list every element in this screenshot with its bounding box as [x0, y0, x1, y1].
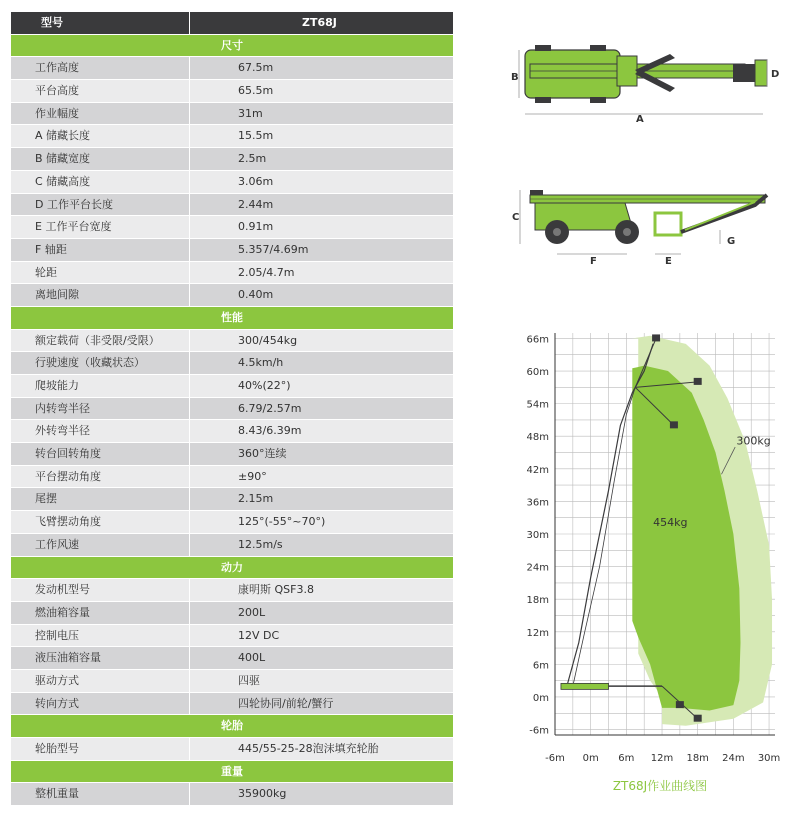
spec-value: 200L [238, 605, 266, 619]
spec-key: 转向方式 [11, 693, 190, 715]
spec-row [11, 194, 453, 217]
y-tick-label: 48m [526, 432, 549, 444]
spec-value: ±90° [238, 469, 267, 483]
spec-row [11, 488, 453, 511]
spec-key: 离地间隙 [11, 284, 190, 306]
spec-key: 额定载荷（非受限/受限） [11, 330, 190, 352]
spec-row [11, 420, 453, 443]
label-c: C [512, 212, 520, 223]
spec-value: 12V DC [238, 628, 280, 642]
spec-row [11, 171, 453, 194]
x-tick-label: 30m [757, 753, 781, 764]
x-tick-label: 24m [722, 753, 745, 764]
header-value: ZT68J [302, 16, 337, 29]
chart-caption: ZT68J作业曲线图 [612, 779, 708, 793]
spec-value: 2.15m [238, 492, 274, 506]
x-tick-label: -6m [545, 753, 565, 764]
working-range-chart [505, 325, 785, 770]
spec-row [11, 693, 453, 716]
label-e: E [665, 256, 672, 267]
spec-key: 轮胎型号 [11, 738, 190, 760]
spec-value: 67.5m [238, 61, 274, 75]
spec-key: A 储藏长度 [11, 125, 190, 147]
spec-key: C 储藏高度 [11, 171, 190, 193]
spec-value: 0.91m [238, 220, 274, 234]
y-tick-label: 12m [526, 627, 549, 639]
spec-row [11, 262, 453, 285]
section-title: 重量 [11, 761, 453, 784]
y-tick-label: 24m [526, 562, 549, 574]
y-tick-label: 66m [526, 334, 549, 346]
spec-value: 125°(-55°~70°) [238, 515, 326, 529]
spec-value: 15.5m [238, 129, 274, 143]
y-tick-label: 0m [532, 692, 549, 704]
platform-icon [676, 701, 684, 708]
spec-row [11, 443, 453, 466]
spec-value: 400L [238, 651, 266, 665]
spec-value: 2.5m [238, 152, 267, 166]
top-view-machine [525, 45, 767, 103]
spec-row [11, 80, 453, 103]
spec-row [11, 398, 453, 421]
platform-icon [694, 715, 702, 722]
spec-value: 35900kg [238, 787, 287, 801]
spec-key: 平台高度 [11, 80, 190, 102]
x-tick-label: 18m [686, 753, 709, 764]
spec-key: 工作风速 [11, 534, 190, 556]
spec-key: 尾摆 [11, 488, 190, 510]
spec-key: 行驶速度（收藏状态） [11, 352, 190, 374]
spec-row [11, 511, 453, 534]
label-d: D [771, 69, 780, 80]
spec-key: 控制电压 [11, 625, 190, 647]
annotation-label: 300kg [736, 434, 771, 448]
spec-value: 4.5km/h [238, 356, 284, 370]
spec-row [11, 534, 453, 557]
spec-row [11, 466, 453, 489]
spec-key: D 工作平台长度 [11, 194, 190, 216]
spec-value: 12.5m/s [238, 537, 283, 551]
spec-key: 发动机型号 [11, 579, 190, 601]
spec-row [11, 647, 453, 670]
label-f: F [590, 256, 597, 267]
section-title: 性能 [11, 307, 453, 330]
spec-value: 康明斯 QSF3.8 [238, 583, 314, 597]
spec-value: 四驱 [238, 673, 260, 687]
platform-icon [652, 334, 660, 341]
y-tick-label: 54m [526, 399, 549, 411]
spec-row [11, 352, 453, 375]
spec-row [11, 625, 453, 648]
platform-icon [670, 421, 678, 428]
spec-key: 内转弯半径 [11, 398, 190, 420]
spec-key: 轮距 [11, 262, 190, 284]
spec-key: 整机重量 [11, 783, 190, 805]
spec-row [11, 284, 453, 307]
spec-key: 平台摆动角度 [11, 466, 190, 488]
spec-key: F 轴距 [11, 239, 190, 261]
spec-key: 工作高度 [11, 57, 190, 79]
y-tick-label: 18m [526, 595, 549, 607]
y-tick-label: 36m [526, 497, 549, 509]
spec-value: 6.79/2.57m [238, 401, 302, 415]
header-key: 型号 [11, 12, 190, 34]
spec-value: 65.5m [238, 84, 274, 98]
spec-key: 外转弯半径 [11, 420, 190, 442]
x-tick-label: 6m [618, 753, 635, 764]
spec-key: 作业幅度 [11, 103, 190, 125]
spec-row [11, 330, 453, 353]
spec-row [11, 375, 453, 398]
label-b: B [511, 72, 519, 83]
label-a: A [636, 114, 644, 125]
boom-line-2 [573, 387, 635, 686]
x-tick-label: 12m [650, 753, 674, 764]
spec-value: 四轮协同/前轮/蟹行 [238, 696, 334, 710]
spec-key: 转台回转角度 [11, 443, 190, 465]
y-tick-label: 30m [526, 530, 549, 541]
platform-icon [694, 378, 702, 385]
section-title: 轮胎 [11, 715, 453, 738]
spec-row [11, 216, 453, 239]
spec-value: 8.43/6.39m [238, 424, 302, 438]
spec-value: 3.06m [238, 174, 274, 188]
spec-key: 爬坡能力 [11, 375, 190, 397]
y-tick-label: 60m [526, 367, 549, 379]
spec-value: 0.40m [238, 288, 274, 302]
x-tick-label: 0m [582, 753, 599, 764]
label-g: G [727, 236, 736, 247]
spec-table [11, 12, 453, 806]
spec-row [11, 103, 453, 126]
table-header [11, 12, 453, 35]
spec-key: 飞臂摆动角度 [11, 511, 190, 533]
spec-row [11, 125, 453, 148]
spec-value: 2.44m [238, 197, 274, 211]
spec-value: 445/55-25-28泡沫填充轮胎 [238, 742, 379, 755]
spec-value: 40%(22°) [238, 379, 291, 392]
spec-row [11, 148, 453, 171]
spec-row [11, 57, 453, 80]
spec-value: 360°连续 [238, 447, 287, 461]
spec-row [11, 602, 453, 625]
section-title: 动力 [11, 557, 453, 580]
spec-key: E 工作平台宽度 [11, 216, 190, 238]
spec-row [11, 579, 453, 602]
spec-value: 5.357/4.69m [238, 242, 309, 256]
spec-value: 31m [238, 106, 263, 120]
y-tick-label: -6m [529, 725, 549, 737]
y-tick-label: 6m [532, 660, 549, 672]
spec-value: 2.05/4.7m [238, 265, 295, 279]
spec-value: 300/454kg [238, 333, 298, 347]
base-chassis [561, 683, 609, 689]
section-title: 尺寸 [11, 35, 453, 58]
spec-row [11, 670, 453, 693]
spec-key: B 储藏宽度 [11, 148, 190, 170]
spec-row [11, 783, 453, 806]
spec-row [11, 738, 453, 761]
annotation-label: 454kg [653, 515, 688, 529]
side-view-diagram [505, 180, 785, 270]
y-tick-label: 42m [526, 464, 549, 476]
spec-key: 驱动方式 [11, 670, 190, 692]
spec-key: 燃油箱容量 [11, 602, 190, 624]
spec-key: 液压油箱容量 [11, 647, 190, 669]
spec-row [11, 239, 453, 262]
top-view-diagram [505, 40, 785, 125]
